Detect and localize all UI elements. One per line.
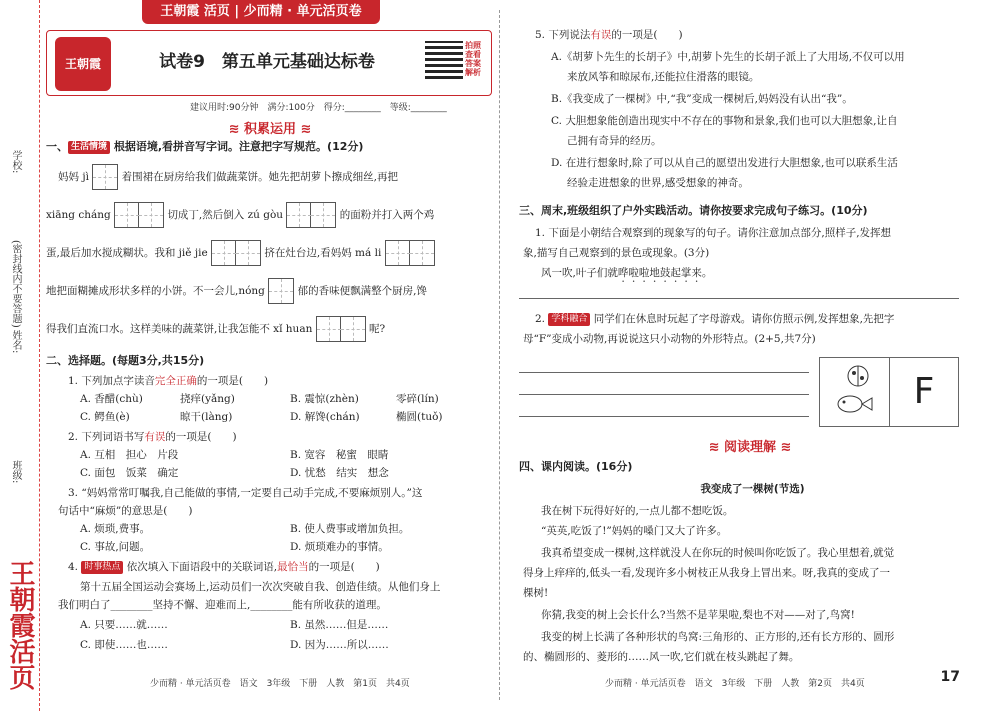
answer-line[interactable] [519, 372, 809, 373]
q2-4-tag: 时事热点 [81, 561, 123, 574]
char-grid[interactable] [92, 164, 118, 190]
option-b[interactable]: B. 虽然……但是…… [290, 619, 389, 631]
char-grid[interactable] [114, 202, 164, 228]
left-page [40, 24, 495, 711]
q5-stem: 5. 下列说法有误的一项是( ) [535, 29, 683, 41]
q1-line-2: xiāng cháng 切成丁,然后倒入 zú gòu 的面粉并打入两个鸡 [46, 202, 434, 228]
char-grid[interactable] [286, 202, 336, 228]
q3-1-stem-2: 象,描写自己观察到的景色或现象。(3分) [523, 247, 710, 259]
right-footer: 少而精 · 单元活页卷 语文 3年级 下册 人教 第2页 共4页 [605, 679, 865, 689]
passage-para: 你猜,我变的树上会长什么?当然不是苹果啦,梨也不对——对了,鸟窝! [541, 609, 855, 621]
q2-4-passage-1: 第十五届全国运动会赛场上,运动员们一次次突破自我、创造佳绩。从他们身上 [80, 581, 441, 593]
q1-line-1: 妈妈 jì 着围裙在厨房给我们做蔬菜饼。她先把胡萝卜擦成细丝,再把 [58, 164, 398, 190]
option-d[interactable]: D. 解馋(chán) [290, 411, 360, 423]
section-heading-accumulation: ≋ 积累运用 ≋ [228, 122, 312, 137]
school-label: 学校: [10, 150, 21, 174]
option-c-2: 晾干(làng) [180, 411, 233, 423]
q3-1-stem: 1. 下面是小朝结合观察到的现象写的句子。请你注意加点部分,照样子,发挥想 [535, 227, 892, 239]
option-b-2: 零碎(lín) [396, 393, 439, 405]
page-divider [499, 10, 500, 700]
option-b[interactable]: B.《我变成了一棵树》中,“我”变成一棵树后,妈妈没有认出“我”。 [551, 93, 853, 105]
q2-2-stem: 2. 下列词语书写有误的一项是( ) [68, 431, 237, 443]
answer-line[interactable] [519, 416, 809, 417]
passage-para: 我变的树上长满了各种形状的鸟窝:三角形的、正方形的,还有长方形的、圆形 [541, 631, 895, 643]
option-c[interactable]: C. 事故,问题。 [80, 541, 151, 553]
q2-4-passage-2: 我们明白了________坚持不懈、迎难而上,________能有所收获的道理。 [58, 599, 387, 611]
q1-line-4: 地把面糊摊成形状多样的小饼。不一会儿,nóng 郁的香味便飘满整个厨房,馋 [46, 278, 427, 304]
q2-1-stem: 1. 下列加点字读音完全正确的一项是( ) [68, 375, 269, 387]
top-banner: 王朝霞 活页 | 少而精 · 单元活页卷 [142, 0, 380, 24]
option-b[interactable]: B. 震惊(zhèn) [290, 393, 359, 405]
q3-1-example: 风一吹,叶子们就哗啦啦地鼓起掌来。 [541, 267, 713, 279]
option-d-2: 椭圆(tuǒ) [396, 411, 443, 423]
q3-title: 三、周末,班级组织了户外实践活动。请你按要求完成句子练习。(10分) [519, 204, 868, 217]
binding-spine [0, 0, 40, 711]
qr-code-icon[interactable] [425, 41, 463, 79]
passage-para: 我在树下玩得好好的,一点儿都不想吃饭。 [541, 505, 734, 517]
option-a[interactable]: A. 香醋(chù) [80, 393, 143, 405]
answer-line[interactable] [519, 298, 959, 299]
passage-para: 棵树! [523, 587, 549, 599]
q1-title: 一、 生活情境 根据语境,看拼音写字词。注意把字写规范。(12分) [46, 140, 364, 153]
char-grid[interactable] [316, 316, 366, 342]
q1-line-5: 得我们直流口水。这样美味的蔬菜饼,让我怎能不 xǐ huan 呢? [46, 316, 385, 342]
q2-3-stem-2: 句话中“麻烦”的意思是( ) [58, 505, 193, 517]
q4-title: 四、课内阅读。(16分) [519, 460, 633, 473]
page-title: 试卷9 第五单元基础达标卷 [159, 52, 375, 72]
qr-caption: 拍照查看答案解析 [465, 40, 481, 77]
option-c[interactable]: C. 鳄鱼(è) [80, 411, 130, 423]
q2-4-stem: 4. 时事热点 依次填入下面语段中的关联词语,最恰当的一项是( ) [68, 561, 380, 573]
letter-f: F [913, 371, 935, 412]
passage-para: 我真希望变成一棵树,这样就没人在你玩的时候叫你吃饭了。我心里想着,就觉 [541, 547, 895, 559]
option-b[interactable]: B. 宽容 秘蜜 眼睛 [290, 449, 389, 461]
test-info: 建议用时:90分钟 满分:100分 得分:________ 等级:________ [190, 103, 447, 113]
option-d-cont: 经验走进想象的世界,感受想象的神奇。 [567, 177, 749, 189]
option-d[interactable]: D. 烦琐难办的事情。 [290, 541, 389, 553]
letter-example-box [819, 357, 959, 427]
q1-line-3: 蛋,最后加水搅成糊状。我和 jiě jie 挤在灶台边,看妈妈 má li [46, 240, 435, 266]
char-grid[interactable] [268, 278, 294, 304]
option-d[interactable]: D. 忧愁 结实 想念 [290, 467, 389, 479]
logo-badge: 王朝霞 [55, 37, 111, 91]
section-heading-reading: ≋ 阅读理解 ≋ [708, 440, 792, 455]
passage-para: 得身上痒痒的,低头一看,发现许多小树枝正从我身上冒出来。呀,我真的变成了一 [523, 567, 891, 579]
passage-para: 的、椭圆形的、菱形的……风一吹,它们就在枝头跳起了舞。 [523, 651, 800, 663]
q3-2-stem-2: 母“F”变成小动物,再说说这只小动物的外形特点。(2+5,共7分) [523, 333, 816, 345]
option-a-2: 挠痒(yǎng) [180, 393, 235, 405]
char-grid[interactable] [385, 240, 435, 266]
option-a[interactable]: A.《胡萝卜先生的长胡子》中,胡萝卜先生的长胡子派上了大用场,不仅可以用 [551, 51, 905, 63]
option-c[interactable]: C. 即使……也…… [80, 639, 168, 651]
option-d[interactable]: D. 在进行想象时,除了可以从自己的愿望出发进行大胆想象,也可以联系生活 [551, 157, 898, 169]
option-c[interactable]: C. 大胆想象能创造出现实中不存在的事物和景象,我们也可以大胆想象,让自 [551, 115, 898, 127]
option-a-cont: 来放风筝和晾尿布,还能拉住滑落的眼镜。 [567, 71, 760, 83]
class-label: 班级: [10, 460, 21, 484]
q1-tag: 生活情境 [68, 141, 110, 154]
name-label: 姓名: [10, 330, 21, 354]
ladybug-fish-icon [820, 358, 890, 426]
q3-2-stem: 2. 学科融合 同学们在休息时玩起了字母游戏。请你仿照示例,发挥想象,先把字 [535, 313, 895, 325]
option-c[interactable]: C. 面包 饭菜 确定 [80, 467, 179, 479]
passage-para: “英英,吃饭了!”妈妈的嗓门又大了许多。 [541, 525, 728, 537]
q2-3-stem: 3. “妈妈常常叮嘱我,自己能做的事情,一定要自己动手完成,不要麻烦别人。”这 [68, 487, 423, 499]
test-header [46, 30, 492, 96]
seal-note: (密封线内不要答题) [10, 240, 21, 328]
answer-line[interactable] [519, 394, 809, 395]
q2-title: 二、选择题。(每题3分,共15分) [46, 354, 205, 367]
option-d[interactable]: D. 因为……所以…… [290, 639, 389, 651]
option-c-cont: 己拥有奇异的经历。 [567, 135, 662, 147]
page-number: 17 [940, 669, 960, 685]
right-page [505, 0, 1000, 711]
passage-title: 我变成了一棵树(节选) [700, 483, 805, 495]
q3-2-tag: 学科融合 [548, 313, 590, 326]
brand-logo: 王朝霞活页 [5, 560, 35, 690]
option-b[interactable]: B. 使人费事或增加负担。 [290, 523, 410, 535]
left-footer: 少而精 · 单元活页卷 语文 3年级 下册 人教 第1页 共4页 [150, 679, 410, 689]
char-grid[interactable] [211, 240, 261, 266]
option-a[interactable]: A. 只要……就…… [80, 619, 168, 631]
option-a[interactable]: A. 互相 担心 片段 [80, 449, 179, 461]
option-a[interactable]: A. 烦琐,费事。 [80, 523, 151, 535]
